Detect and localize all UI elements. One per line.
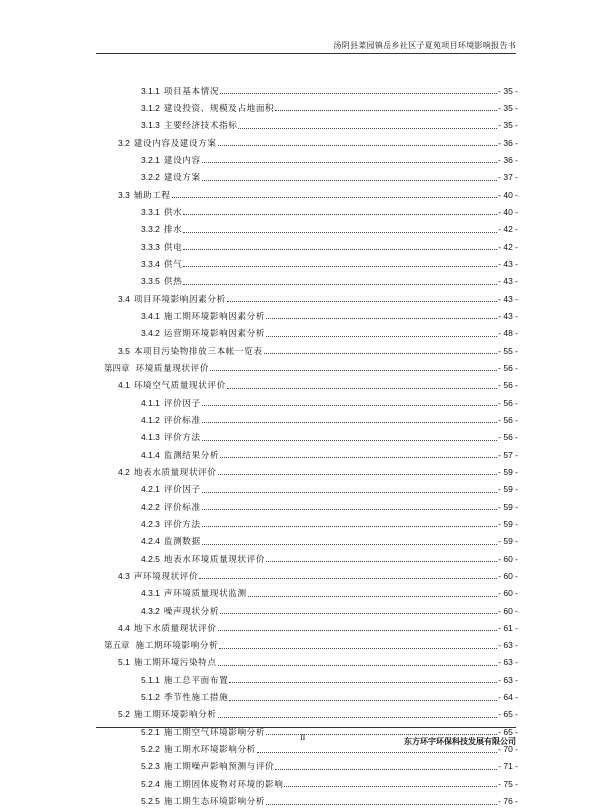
toc-entry[interactable] (104, 515, 518, 532)
toc-entry-title: 项目环境影响因素分析 (133, 294, 226, 305)
toc-entry-title: 环境空气质量现状评价 (133, 381, 226, 392)
toc-entry-page: - 43 - (498, 293, 518, 304)
toc-dot-leader (202, 526, 497, 527)
toc-entry-title: 建设投资、规模及占地面积 (163, 103, 275, 114)
toc-entry-title: 供热 (163, 277, 183, 288)
toc-entry-number: 5.2.2 (141, 744, 160, 755)
footer-divider (96, 727, 516, 728)
toc-entry-title: 环境质量现状评价 (135, 363, 210, 374)
toc-entry-page: - 43 - (498, 258, 518, 269)
toc-entry-number: 3.4.1 (141, 310, 160, 321)
toc-entry-page: - 61 - (498, 622, 518, 633)
toc-entry-title: 施工期环境污染特点 (133, 658, 217, 669)
toc-entry-page: - 56 - (498, 432, 518, 443)
toc-entry-title: 施工期噪声影响预测与评价 (163, 762, 275, 773)
toc-entry[interactable] (104, 637, 518, 654)
toc-entry[interactable] (104, 619, 518, 636)
toc-entry[interactable] (104, 429, 518, 446)
toc-entry[interactable] (104, 82, 518, 99)
toc-entry-title: 评价因子 (163, 398, 201, 409)
toc-entry-page: - 42 - (498, 224, 518, 235)
toc-entry-title: 供水 (163, 207, 183, 218)
toc-entry-page: - 56 - (498, 380, 518, 391)
toc-entry-number: 3.1.1 (141, 85, 160, 96)
toc-entry-page: - 71 - (498, 761, 518, 772)
toc-dot-leader (266, 804, 497, 805)
toc-entry-title: 施工期环境影响分析 (133, 710, 217, 721)
toc-entry[interactable] (104, 169, 518, 186)
toc-entry-title: 施工期水环境影响分析 (163, 745, 256, 756)
toc-entry-page: - 60 - (498, 605, 518, 616)
toc-entry-title: 供电 (163, 242, 183, 253)
toc-entry[interactable] (104, 342, 518, 359)
toc-entry-number: 3.3 (118, 189, 130, 200)
toc-entry-title: 评价方法 (163, 433, 201, 444)
toc-entry-number: 3.3.1 (141, 206, 160, 217)
toc-entry-title: 施工期生态环境影响分析 (163, 797, 266, 808)
toc-entry[interactable] (104, 394, 518, 411)
toc-entry[interactable] (104, 498, 518, 515)
toc-entry[interactable] (104, 550, 518, 567)
toc-dot-leader (202, 180, 497, 181)
toc-entry[interactable] (104, 567, 518, 584)
toc-entry-number: 3.4 (118, 293, 130, 304)
toc-entry-title: 施工总平面布置 (163, 675, 229, 686)
toc-entry[interactable] (104, 463, 518, 480)
toc-entry-page: - 55 - (498, 345, 518, 356)
toc-entry-page: - 64 - (498, 692, 518, 703)
toc-entry-title: 排水 (163, 225, 183, 236)
running-header: 汤阴县菜园镇岳乡社区子夏苑项目环境影响报告书 (333, 41, 516, 50)
toc-entry-number: 3.2 (118, 137, 130, 148)
toc-entry-title: 施工期环境影响因素分析 (163, 311, 266, 322)
toc-entry[interactable] (104, 775, 518, 792)
toc-entry-number: 4.3.2 (141, 605, 160, 616)
toc-entry-number: 4.4 (118, 622, 130, 633)
toc-entry-number: 4.2.1 (141, 484, 160, 495)
toc-dot-leader (220, 457, 497, 458)
toc-entry[interactable] (104, 533, 518, 550)
toc-entry-page: - 43 - (498, 310, 518, 321)
toc-dot-leader (218, 145, 498, 146)
toc-dot-leader (264, 353, 498, 354)
toc-entry-number: 5.1.2 (141, 692, 160, 703)
toc-entry-page: - 60 - (498, 553, 518, 564)
toc-entry-title: 评价标准 (163, 415, 201, 426)
toc-entry-title: 季节性施工措施 (163, 693, 229, 704)
toc-entry-page: - 59 - (498, 484, 518, 495)
toc-entry-page: - 70 - (498, 744, 518, 755)
toc-entry-page: - 40 - (498, 206, 518, 217)
toc-entry-page: - 35 - (498, 102, 518, 113)
toc-entry-number: 4.1 (118, 380, 130, 391)
toc-dot-leader (183, 214, 497, 215)
toc-entry-number: 4.1.2 (141, 414, 160, 425)
toc-entry-title: 施工期固体废物对环境的影响 (163, 779, 284, 790)
toc-entry-number: 3.3.2 (141, 224, 160, 235)
toc-entry[interactable] (104, 706, 518, 723)
toc-entry-number: 4.3.1 (141, 588, 160, 599)
toc-entry-number: 5.2.3 (141, 761, 160, 772)
toc-entry-title: 地下水质量现状评价 (133, 623, 217, 634)
toc-entry[interactable] (104, 758, 518, 775)
toc-dot-leader (219, 648, 497, 649)
company-name: 东方环宇环保科技发展有限公司 (404, 737, 516, 746)
toc-dot-leader (183, 284, 497, 285)
toc-dot-leader (202, 422, 497, 423)
toc-entry-number: 3.3.5 (141, 276, 160, 287)
toc-entry-number: 3.3.3 (141, 241, 160, 252)
toc-entry-page: - 36 - (498, 154, 518, 165)
toc-entry-page: - 63 - (498, 640, 518, 651)
toc-entry-title: 项目基本情况 (163, 86, 220, 97)
toc-entry-title: 运营期环境影响因素分析 (163, 329, 266, 340)
toc-dot-leader (183, 249, 497, 250)
toc-entry[interactable] (104, 654, 518, 671)
toc-entry[interactable] (104, 203, 518, 220)
toc-entry-number: 4.1.1 (141, 397, 160, 408)
toc-dot-leader (199, 578, 497, 579)
toc-dot-leader (275, 110, 497, 111)
toc-entry-number: 3.2.1 (141, 154, 160, 165)
toc-dot-leader (266, 561, 497, 562)
toc-dot-leader (220, 93, 497, 94)
toc-entry-number: 5.2.5 (141, 796, 160, 807)
toc-entry[interactable] (104, 255, 518, 272)
toc-entry-page: - 56 - (498, 414, 518, 425)
toc-entry-number: 4.2.3 (141, 518, 160, 529)
toc-entry-page: - 65 - (498, 726, 518, 737)
toc-entry-page: - 48 - (498, 328, 518, 339)
toc-entry-page: - 59 - (498, 466, 518, 477)
toc-entry[interactable] (104, 411, 518, 428)
toc-entry-page: - 65 - (498, 709, 518, 720)
toc-entry-title: 监测结果分析 (163, 450, 220, 461)
toc-entry[interactable] (104, 307, 518, 324)
toc-entry[interactable] (104, 671, 518, 688)
toc-dot-leader (218, 665, 498, 666)
toc-dot-leader (248, 596, 498, 597)
toc-dot-leader (202, 405, 497, 406)
toc-entry-number: 4.1.4 (141, 449, 160, 460)
toc-entry-title: 建设内容及建设方案 (133, 138, 217, 149)
toc-dot-leader (257, 752, 497, 753)
toc-entry-title: 声环境现状评价 (133, 571, 199, 582)
toc-entry-title: 施工期空气环境影响分析 (163, 727, 266, 738)
toc-entry[interactable] (104, 117, 518, 134)
toc-entry-page: - 42 - (498, 241, 518, 252)
toc-entry[interactable] (104, 221, 518, 238)
toc-dot-leader (218, 474, 498, 475)
toc-entry-title: 评价因子 (163, 485, 201, 496)
toc-entry-number: 3.2.2 (141, 172, 160, 183)
toc-entry-number: 4.2 (118, 466, 130, 477)
toc-entry[interactable] (104, 359, 518, 376)
toc-entry-number: 4.3 (118, 570, 130, 581)
toc-dot-leader (183, 266, 497, 267)
toc-dot-leader (202, 492, 497, 493)
toc-dot-leader (202, 162, 497, 163)
toc-dot-leader (183, 232, 497, 233)
toc-entry[interactable] (104, 481, 518, 498)
toc-dot-leader (229, 700, 497, 701)
toc-dot-leader (220, 613, 497, 614)
toc-dot-leader (172, 197, 498, 198)
toc-entry-number: 4.2.5 (141, 553, 160, 564)
toc-entry-page: - 56 - (498, 362, 518, 373)
toc-entry-title: 供气 (163, 259, 183, 270)
toc-entry-page: - 59 - (498, 501, 518, 512)
page-number: II (300, 733, 306, 742)
toc-dot-leader (210, 370, 497, 371)
toc-entry-title: 地表水质量现状评价 (133, 467, 217, 478)
toc-entry[interactable] (104, 99, 518, 116)
toc-entry[interactable] (104, 377, 518, 394)
toc-entry[interactable] (104, 325, 518, 342)
toc-entry[interactable] (104, 238, 518, 255)
toc-entry[interactable] (104, 602, 518, 619)
toc-entry[interactable] (104, 446, 518, 463)
toc-entry-page: - 59 - (498, 536, 518, 547)
toc-dot-leader (266, 336, 497, 337)
toc-entry-number: 4.1.3 (141, 432, 160, 443)
toc-entry-page: - 59 - (498, 518, 518, 529)
toc-entry-page: - 35 - (498, 120, 518, 131)
toc-entry-title: 辅助工程 (133, 190, 171, 201)
toc-entry-number: 3.1.2 (141, 102, 160, 113)
toc-entry-number: 3.4.2 (141, 328, 160, 339)
toc-entry-page: - 56 - (498, 397, 518, 408)
header-divider (96, 53, 516, 54)
toc-entry-number: 4.2.2 (141, 501, 160, 512)
toc-entry-page: - 60 - (498, 570, 518, 581)
toc-entry-title: 本项目污染物排放三本帐一览表 (133, 346, 263, 357)
toc-entry[interactable] (104, 688, 518, 705)
toc-entry-number: 5.2 (118, 709, 130, 720)
toc-entry-title: 主要经济技术指标 (163, 121, 238, 132)
toc-entry[interactable] (104, 290, 518, 307)
toc-entry-number: 第五章 (104, 640, 130, 651)
toc-entry-number: 5.1 (118, 657, 130, 668)
toc-entry-number: 第四章 (104, 362, 130, 373)
toc-entry-page: - 36 - (498, 137, 518, 148)
toc-entry-title: 建设内容 (163, 155, 201, 166)
toc-entry-page: - 75 - (498, 778, 518, 789)
toc-entry-number: 4.2.4 (141, 536, 160, 547)
toc-entry-page: - 35 - (498, 85, 518, 96)
toc-entry-number: 3.1.3 (141, 120, 160, 131)
toc-entry-title: 地表水环境质量现状评价 (163, 554, 266, 565)
toc-entry-number: 3.3.4 (141, 258, 160, 269)
toc-dot-leader (284, 786, 497, 787)
toc-dot-leader (218, 630, 498, 631)
toc-dot-leader (266, 318, 497, 319)
toc-entry-title: 建设方案 (163, 173, 201, 184)
toc-entry-page: - 37 - (498, 172, 518, 183)
toc-dot-leader (202, 440, 497, 441)
toc-entry-page: - 63 - (498, 674, 518, 685)
toc-dot-leader (229, 682, 497, 683)
toc-dot-leader (202, 544, 497, 545)
toc-entry-page: - 60 - (498, 588, 518, 599)
toc-entry-number: 3.5 (118, 345, 130, 356)
toc-dot-leader (238, 128, 497, 129)
toc-entry-page: - 63 - (498, 657, 518, 668)
toc-dot-leader (227, 301, 497, 302)
toc-entry-title: 噪声现状分析 (163, 606, 220, 617)
toc-entry-page: - 57 - (498, 449, 518, 460)
toc-entry-title: 监测数据 (163, 537, 201, 548)
toc-entry[interactable] (104, 273, 518, 290)
toc-entry-title: 评价方法 (163, 519, 201, 530)
toc-entry[interactable] (104, 186, 518, 203)
toc-dot-leader (218, 717, 498, 718)
toc-entry-title: 施工期环境影响分析 (135, 641, 219, 652)
toc-entry-page: - 43 - (498, 276, 518, 287)
toc-entry-title: 声环境质量现状监测 (163, 589, 247, 600)
toc-dot-leader (227, 388, 497, 389)
toc-entry-number: 5.2.4 (141, 778, 160, 789)
toc-entry-page: - 40 - (498, 189, 518, 200)
toc-entry[interactable] (104, 151, 518, 168)
toc-entry[interactable] (104, 134, 518, 151)
toc-entry-title: 评价标准 (163, 502, 201, 513)
toc-entry-page: - 76 - (498, 796, 518, 807)
table-of-contents (104, 82, 518, 810)
toc-dot-leader (202, 509, 497, 510)
toc-entry-number: 5.2.1 (141, 726, 160, 737)
toc-entry-number: 5.1.1 (141, 674, 160, 685)
toc-entry[interactable] (104, 792, 518, 809)
toc-dot-leader (275, 769, 497, 770)
toc-entry[interactable] (104, 585, 518, 602)
